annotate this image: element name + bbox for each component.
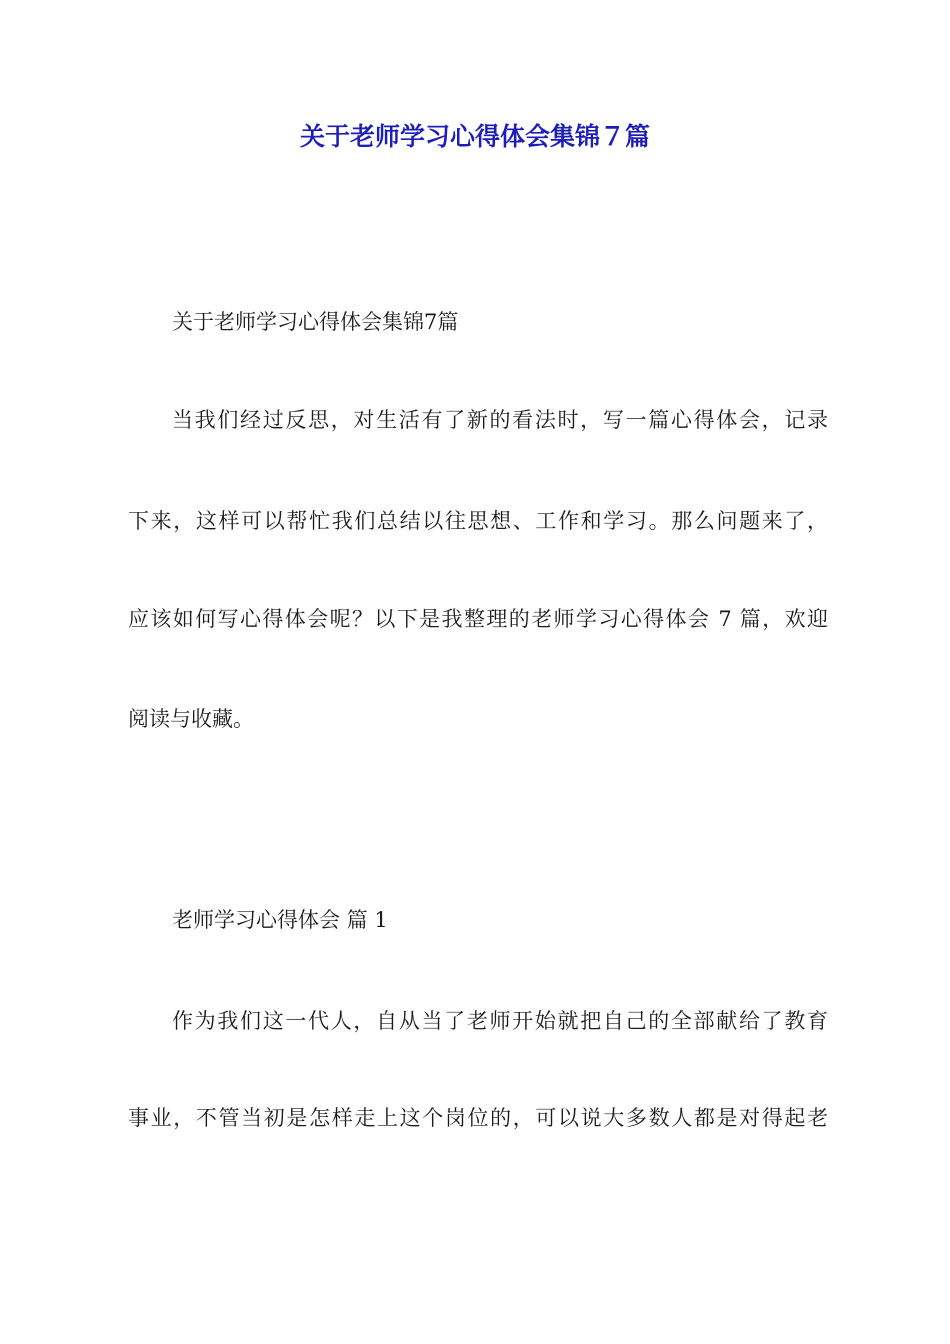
document-subtitle: 关于老师学习心得体会集锦7篇 bbox=[172, 310, 459, 334]
section-heading: 老师学习心得体会 篇 1 bbox=[172, 908, 388, 932]
intro-line-2: 下来，这样可以帮忙我们总结以往思想、工作和学习。那么问题来了， bbox=[128, 509, 828, 533]
intro-line-1: 当我们经过反思，对生活有了新的看法时，写一篇心得体会，记录 bbox=[172, 408, 828, 432]
intro-line-4: 阅读与收藏。 bbox=[128, 707, 254, 731]
section-line-1: 作为我们这一代人，自从当了老师开始就把自己的全部献给了教育 bbox=[172, 1009, 828, 1033]
document-title: 关于老师学习心得体会集锦７篇 bbox=[299, 122, 650, 151]
section-line-2: 事业，不管当初是怎样走上这个岗位的，可以说大多数人都是对得起老 bbox=[128, 1106, 828, 1130]
intro-line-3: 应该如何写心得体会呢？以下是我整理的老师学习心得体会 7 篇，欢迎 bbox=[128, 607, 828, 631]
